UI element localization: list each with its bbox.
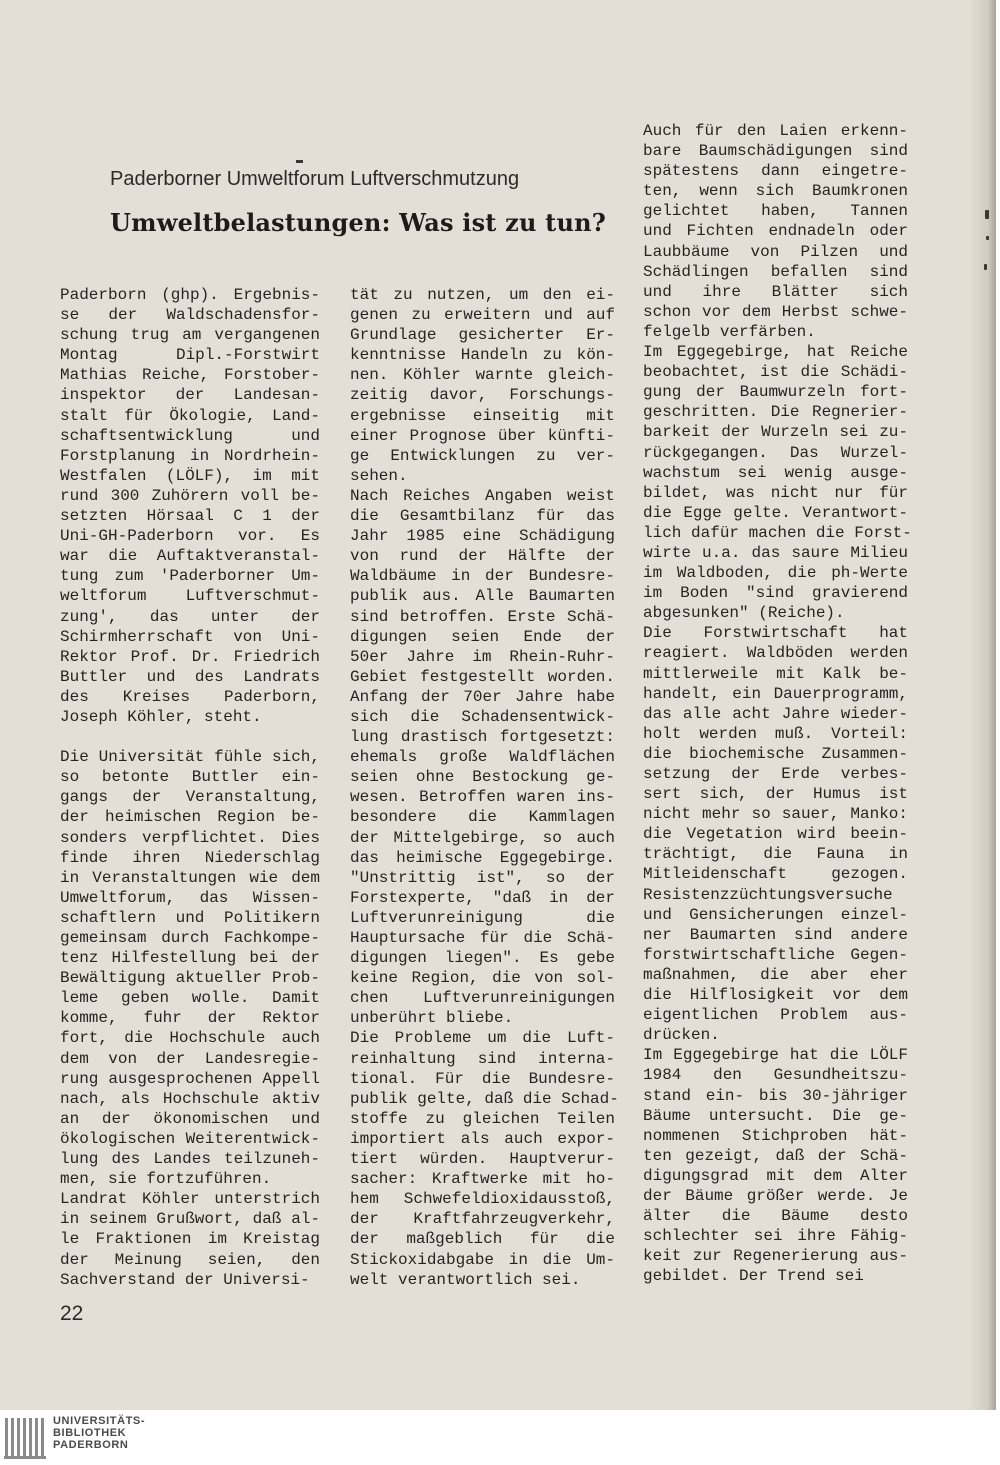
- text-line: digungsgrad mit dem Alter: [643, 1166, 908, 1185]
- text-line: Die Forstwirtschaft hat: [643, 624, 908, 643]
- text-line: Uni-GH-Paderborn vor. Es: [60, 527, 320, 546]
- text-line: publik gelte, daß die Schad-: [350, 1089, 619, 1108]
- text-line: geschritten. Die Regnerier-: [643, 403, 908, 422]
- text-line: im Boden "sind gravierend: [643, 584, 908, 603]
- text-line: Bäume untersucht. Die ge-: [643, 1106, 908, 1125]
- text-line: der Meinung seien, den: [60, 1250, 320, 1269]
- text-line: 50er Jahre im Rhein-Ruhr-: [350, 647, 615, 666]
- text-line: Grundlage gesicherter Er-: [350, 326, 615, 345]
- text-line: in seinem Grußwort, daß al-: [60, 1210, 320, 1229]
- text-line: nicht mehr so sauer, Manko:: [643, 805, 908, 824]
- text-line: das heimische Eggegebirge.: [350, 848, 615, 867]
- text-line: die Hilflosigkeit vor dem: [643, 986, 908, 1005]
- text-line: gangs der Veranstaltung,: [60, 788, 320, 807]
- text-line: Laubbäume von Pilzen und: [643, 242, 908, 261]
- text-line: Waldbäume in der Bundesre-: [350, 567, 615, 586]
- text-line: Rektor Prof. Dr. Friedrich: [60, 647, 320, 666]
- text-line: "Unstrittig ist", so der: [350, 868, 615, 887]
- text-line: digungen seien Ende der: [350, 627, 615, 646]
- text-line: schlechter sei ihre Fähig-: [643, 1227, 908, 1246]
- text-line: von rund der Hälfte der: [350, 547, 615, 566]
- text-line: einer Prognose über künfti-: [350, 426, 615, 445]
- text-line: stalt für Ökologie, Land-: [60, 406, 320, 425]
- text-line: schaftsentwicklung und: [60, 426, 320, 445]
- text-line: spätestens dann eingetre-: [643, 162, 908, 181]
- text-line: Schirmherrschaft von Uni-: [60, 627, 320, 646]
- text-line: ten, wenn sich Baumkronen: [643, 182, 908, 201]
- text-line: ökologischen Weiterentwick-: [60, 1129, 320, 1148]
- text-line: das alle acht Jahre wieder-: [643, 704, 908, 723]
- text-line: sehen.: [350, 466, 408, 485]
- text-line: wesen. Betroffen waren ins-: [350, 788, 615, 807]
- text-line: barkeit der Wurzeln sei zu-: [643, 423, 908, 442]
- text-line: kenntnisse Handeln zu kön-: [350, 346, 615, 365]
- text-line: Stickoxidabgabe in die Um-: [350, 1250, 615, 1269]
- text-line: inspektor der Landesan-: [60, 386, 320, 405]
- text-line: weltforum Luftverschmut-: [60, 587, 320, 606]
- text-line: felgelb verfärben.: [643, 322, 816, 341]
- text-line: Umweltforum, das Wissen-: [60, 888, 320, 907]
- text-line: forstwirtschaftliche Gegen-: [643, 945, 908, 964]
- text-line: der maßgeblich für die: [350, 1230, 615, 1249]
- text-line: Auch für den Laien erkenn-: [643, 122, 908, 140]
- text-line: der Mittelgebirge, so auch: [350, 828, 615, 847]
- text-line: beobachtet, ist die Schädi-: [643, 363, 908, 382]
- text-line: abgesunken" (Reiche).: [643, 604, 845, 623]
- text-line: welt verantwortlich sei.: [350, 1270, 581, 1289]
- text-line: sert sich, der Humus ist: [643, 785, 908, 804]
- article-column-1: [60, 285, 320, 1290]
- text-line: ge Entwicklungen zu ver-: [350, 446, 615, 465]
- text-line: Mathias Reiche, Forstober-: [60, 366, 320, 385]
- text-line: ten gezeigt, daß der Schä-: [643, 1146, 908, 1165]
- text-line: des Kreises Paderborn,: [60, 687, 320, 706]
- text-line: Gebiet festgestellt worden.: [350, 667, 615, 686]
- text-line: seien ohne Bestockung ge-: [350, 768, 615, 787]
- text-line: Schädlingen befallen sind: [643, 262, 908, 281]
- text-line: gebildet. Der Trend sei: [643, 1267, 864, 1286]
- scan-speck: [984, 264, 987, 270]
- text-line: im Waldboden, die ph-Werte: [643, 564, 908, 583]
- scan-speck: [986, 236, 989, 240]
- text-line: rung ausgesprochenen Appell: [60, 1069, 320, 1088]
- text-line: hem Schwefeldioxidausstoß,: [350, 1190, 615, 1209]
- library-logo-icon: [4, 1415, 48, 1460]
- text-line: stoffe zu gleichen Teilen: [350, 1109, 615, 1128]
- text-line: und ihre Blätter sich: [643, 282, 908, 301]
- text-line: die biochemische Zusammen-: [643, 744, 908, 763]
- text-line: zeitig davor, Forschungs-: [350, 386, 615, 405]
- text-line: Joseph Köhler, steht.: [60, 707, 262, 726]
- text-line: Bewältigung aktueller Prob-: [60, 969, 320, 988]
- article-column-3: [643, 121, 912, 1286]
- text-line: reagiert. Waldböden werden: [643, 644, 908, 663]
- library-logo-line: BIBLIOTHEK: [53, 1427, 127, 1439]
- text-line: so betonte Buttler ein-: [60, 768, 320, 787]
- text-line: Forstexperte, "daß in der: [350, 888, 615, 907]
- text-line: nen. Köhler warnte gleich-: [350, 366, 615, 385]
- text-line: zung', das unter der: [60, 607, 320, 626]
- text-line: holt werden muß. Vorteil:: [643, 724, 908, 743]
- text-line: Anfang der 70er Jahre habe: [350, 687, 615, 706]
- text-line: Im Eggegebirge hat die LÖLF: [643, 1046, 908, 1065]
- text-line: gemeinsam durch Fachkompe-: [60, 929, 320, 947]
- text-line: maßnahmen, die aber eher: [643, 965, 908, 984]
- text-line: komme, fuhr der Rektor: [60, 1009, 320, 1028]
- text-line: an der ökonomischen und: [60, 1109, 320, 1128]
- text-line: Jahr 1985 eine Schädigung: [350, 527, 615, 546]
- text-line: Im Eggegebirge, hat Reiche: [643, 343, 908, 362]
- text-line: ergebnisse einseitig mit: [350, 406, 615, 425]
- library-logo-text: [53, 1415, 145, 1451]
- text-line: der heimischen Region be-: [60, 808, 320, 827]
- text-line: stand ein- bis 30-jähriger: [643, 1086, 908, 1105]
- text-line: wirte u.a. das saure Milieu: [643, 543, 908, 562]
- text-line: besondere die Kammlagen: [350, 808, 615, 827]
- text-line: men, sie fortzuführen.: [60, 1170, 272, 1189]
- text-line: genen zu erweitern und auf: [350, 306, 615, 325]
- text-line: sacher: Kraftwerke mit ho-: [350, 1170, 615, 1189]
- text-line: importiert als auch expor-: [350, 1129, 615, 1148]
- text-line: sind betroffen. Erste Schä-: [350, 607, 615, 626]
- text-line: Hauptursache für die Schä-: [350, 929, 615, 947]
- text-line: Westfalen (LÖLF), im mit: [60, 466, 320, 485]
- text-line: setzung der Erde verbes-: [643, 765, 908, 783]
- text-line: unberührt bliebe.: [350, 1009, 514, 1028]
- text-line: gung der Baumwurzeln fort-: [643, 383, 908, 402]
- text-line: ner Baumarten sind andere: [643, 925, 908, 944]
- text-line: schaftlern und Politikern: [60, 908, 320, 927]
- text-line: chen Luftverunreinigungen: [350, 989, 615, 1008]
- library-logo-line: UNIVERSITÄTS-: [53, 1415, 146, 1427]
- text-line: tät zu nutzen, um den ei-: [350, 286, 615, 304]
- text-line: Die Universität fühle sich,: [60, 748, 320, 767]
- text-line: dem von der Landesregie-: [60, 1049, 320, 1068]
- text-line: tional. Für die Bundesre-: [350, 1069, 615, 1088]
- text-line: keine Region, die von sol-: [350, 969, 615, 988]
- library-logo-line: PADERBORN: [53, 1439, 129, 1451]
- text-line: und Fichten endnadeln oder: [643, 222, 908, 241]
- text-line: Mitleidenschaft gezogen.: [643, 865, 908, 884]
- text-line: die Vegetation wird beein-: [643, 825, 908, 844]
- text-line: publik aus. Alle Baumarten: [350, 587, 615, 606]
- page-edge-shadow: [968, 0, 996, 1410]
- text-line: trächtigt, die Fauna in: [643, 845, 908, 864]
- text-line: 1984 den Gesundheitszu-: [643, 1066, 908, 1085]
- text-line: nach, als Hochschule aktiv: [60, 1089, 320, 1108]
- text-line: tiert würden. Hauptverur-: [350, 1150, 615, 1169]
- article-headline: Umweltbelastungen: Was ist zu tun?: [110, 208, 607, 237]
- text-line: bare Baumschädigungen sind: [643, 142, 908, 161]
- text-line: le Fraktionen im Kreistag: [60, 1230, 320, 1249]
- text-line: ehemals große Waldflächen: [350, 748, 615, 767]
- text-line: Forstplanung in Nordrhein-: [60, 446, 320, 465]
- text-line: gelichtet haben, Tannen: [643, 202, 908, 221]
- text-line: sich die Schadensentwick-: [350, 707, 615, 726]
- text-line: rückgegangen. Das Wurzel-: [643, 443, 908, 462]
- text-line: bildet, was nicht nur für: [643, 483, 908, 502]
- text-line: nommenen Stichproben hät-: [643, 1126, 908, 1145]
- text-line: wachstum sei wenig ausge-: [643, 463, 908, 482]
- text-line: älter die Bäume desto: [643, 1207, 908, 1226]
- text-line: drücken.: [643, 1026, 720, 1045]
- text-line: lich dafür machen die Forst-: [643, 523, 912, 542]
- text-line: Sachverstand der Universi-: [60, 1270, 310, 1289]
- text-line: handelt, ein Dauerprogramm,: [643, 684, 908, 703]
- text-line: der Kraftfahrzeugverkehr,: [350, 1210, 615, 1229]
- text-line: eigentlichen Problem aus-: [643, 1006, 908, 1025]
- article-kicker: Paderborner Umweltforum Luftverschmutzung: [110, 168, 520, 190]
- text-line: Die Probleme um die Luft-: [350, 1029, 615, 1048]
- text-line: lung des Landes teilzuneh-: [60, 1150, 320, 1169]
- text-line: die Gesamtbilanz für das: [350, 507, 615, 526]
- text-line: finde ihren Niederschlag: [60, 848, 320, 867]
- text-line: digungen liegen". Es gebe: [350, 949, 615, 968]
- library-footer: [0, 1410, 1000, 1465]
- text-line: Montag Dipl.-Forstwirt: [60, 346, 320, 365]
- text-line: lung drastisch fortgesetzt:: [350, 728, 615, 747]
- kicker-dash-mark: [296, 160, 303, 163]
- text-line: war die Auftaktveranstal-: [60, 547, 320, 566]
- text-line: mittlerweile mit Kalk be-: [643, 664, 908, 683]
- text-line: leme geben wolle. Damit: [60, 989, 320, 1008]
- text-line: fort, die Hochschule auch: [60, 1029, 320, 1048]
- text-line: tung zum 'Paderborner Um-: [60, 567, 320, 586]
- text-line: Buttler und des Landrats: [60, 667, 320, 686]
- text-line: Paderborn (ghp). Ergebnis-: [60, 286, 320, 304]
- text-line: Landrat Köhler unterstrich: [60, 1190, 320, 1209]
- text-line: sonders verpflichtet. Dies: [60, 828, 320, 847]
- text-line: die Egge gelte. Verantwort-: [643, 503, 908, 522]
- text-line: tenz Hilfestellung bei der: [60, 949, 320, 968]
- text-line: rund 300 Zuhörern voll be-: [60, 486, 320, 505]
- text-line: in Veranstaltungen wie dem: [60, 868, 320, 887]
- text-line: der Bäume größer werde. Je: [643, 1186, 908, 1205]
- text-line: keit zur Regenerierung aus-: [643, 1247, 908, 1266]
- text-line: reinhaltung sind interna-: [350, 1049, 615, 1068]
- page-number: 22: [60, 1302, 84, 1325]
- text-line: se der Waldschadensfor-: [60, 306, 320, 325]
- text-line: Luftverunreinigung die: [350, 908, 615, 927]
- text-line: und Gensicherungen einzel-: [643, 905, 908, 924]
- text-line: Nach Reiches Angaben weist: [350, 486, 615, 505]
- article-column-2: [350, 285, 619, 1290]
- paragraph-gap: [60, 727, 320, 747]
- text-line: schung trug am vergangenen: [60, 326, 320, 345]
- text-line: Resistenzzüchtungsversuche: [643, 885, 893, 904]
- text-line: schon vor dem Herbst schwe-: [643, 302, 908, 321]
- text-line: setzten Hörsaal C 1 der: [60, 507, 320, 526]
- scan-speck: [985, 210, 989, 219]
